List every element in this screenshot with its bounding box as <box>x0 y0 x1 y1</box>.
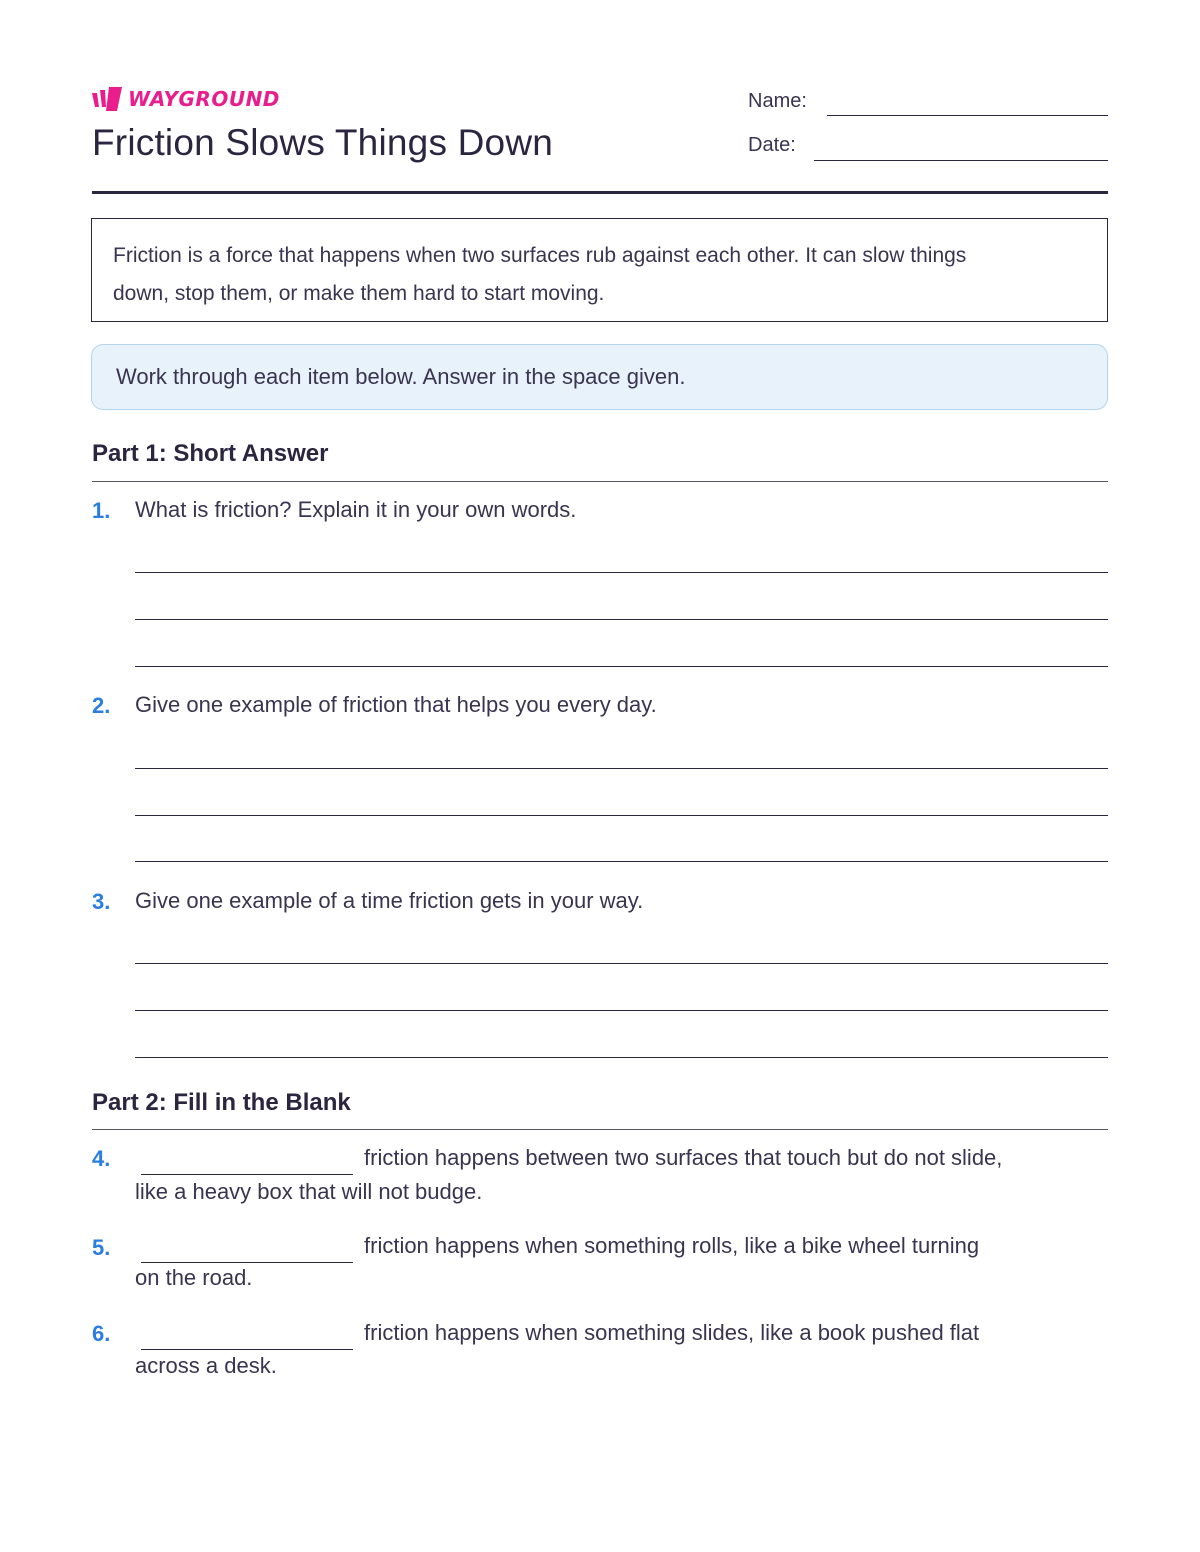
question-6-number: 6. <box>92 1321 111 1346</box>
part2-divider <box>92 1129 1108 1130</box>
name-field[interactable] <box>827 115 1108 116</box>
question-6-text-cont: across a desk. <box>135 1353 277 1378</box>
question-1-number: 1. <box>92 498 111 523</box>
question-4-text-cont: like a heavy box that will not budge. <box>135 1179 483 1204</box>
part1-heading: Part 1: Short Answer <box>92 440 329 467</box>
question-2-number: 2. <box>92 693 111 718</box>
question-2-answer-line-2[interactable] <box>135 815 1108 816</box>
question-2-answer-line-3[interactable] <box>135 861 1108 862</box>
header-divider <box>92 191 1108 194</box>
question-1-text: What is friction? Explain it in your own words. <box>135 497 577 522</box>
question-6-blank[interactable] <box>141 1349 353 1350</box>
question-5-text: friction happens when something rolls, like a bike wheel turning <box>364 1233 980 1258</box>
question-5-number: 5. <box>92 1235 111 1260</box>
question-4-text: friction happens between two surfaces that touch but do not slide, <box>364 1145 1003 1170</box>
brand-name: WAYGROUND <box>128 87 280 111</box>
page-title: Friction Slows Things Down <box>92 122 554 163</box>
part2-heading: Part 2: Fill in the Blank <box>92 1089 351 1116</box>
wayground-logo-icon <box>92 87 122 111</box>
question-5-text-cont: on the road. <box>135 1265 253 1290</box>
brand-logo <box>92 86 280 112</box>
question-1-answer-line-2[interactable] <box>135 619 1108 620</box>
name-label: Name: <box>748 90 807 112</box>
question-3-answer-line-2[interactable] <box>135 1010 1108 1011</box>
instruction-text: Work through each item below. Answer in the space given. <box>116 364 686 389</box>
date-label: Date: <box>748 134 796 156</box>
question-1-answer-line-1[interactable] <box>135 572 1108 573</box>
question-5-blank[interactable] <box>141 1262 353 1263</box>
question-2-text: Give one example of friction that helps you every day. <box>135 692 657 717</box>
question-3-answer-line-3[interactable] <box>135 1057 1108 1058</box>
intro-box <box>91 218 1108 322</box>
question-1-answer-line-3[interactable] <box>135 666 1108 667</box>
part1-divider <box>92 481 1108 482</box>
question-3-answer-line-1[interactable] <box>135 963 1108 964</box>
date-field[interactable] <box>814 160 1108 161</box>
question-2-answer-line-1[interactable] <box>135 768 1108 769</box>
question-4-number: 4. <box>92 1146 111 1171</box>
question-4-blank[interactable] <box>141 1174 353 1175</box>
question-6-text: friction happens when something slides, like a book pushed flat <box>364 1320 980 1345</box>
instruction-box <box>91 344 1108 410</box>
intro-text-line-2: down, stop them, or make them hard to start moving. <box>113 282 605 305</box>
question-3-text: Give one example of a time friction gets in your way. <box>135 888 644 913</box>
question-3-number: 3. <box>92 889 111 914</box>
intro-text-line-1: Friction is a force that happens when two surfaces rub against each other. It can slow things <box>113 244 967 267</box>
